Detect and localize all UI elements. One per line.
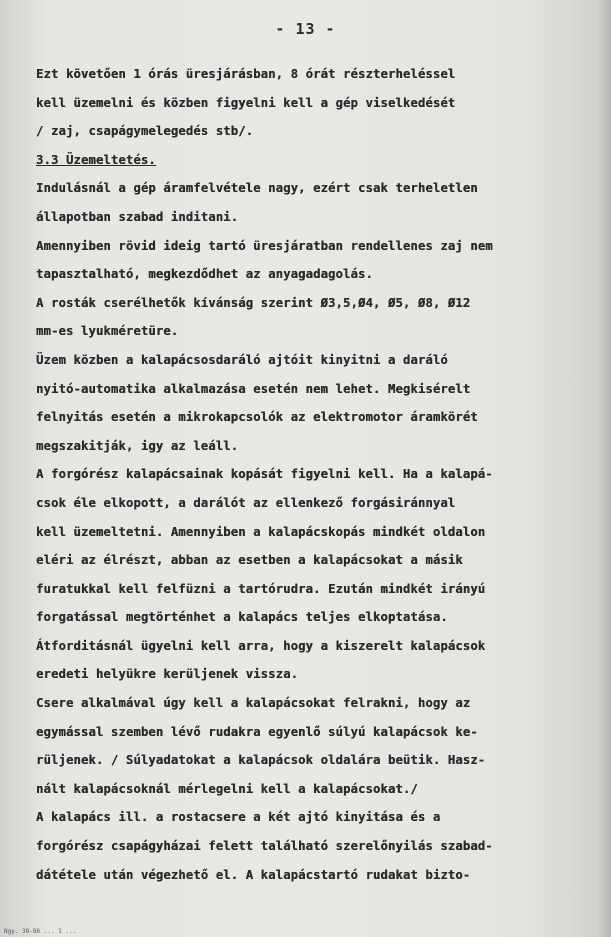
text-line: furatukkal kell felfüzni a tartórudra. Ezután mindkét irányú — [36, 581, 486, 596]
text-line: Átforditásnál ügyelni kell arra, hogy a kiszerelt kalapácsok — [36, 638, 486, 653]
footer-stamp: Ngy. 38-86 ... 1 ... — [4, 928, 77, 935]
text-line: rüljenek. / Súlyadatokat a kalapácsok oldalára beütik. Hasz- — [36, 753, 486, 768]
text-line: nyitó-automatika alkalmazása esetén nem lehet. Megkisérelt — [36, 381, 471, 396]
text-line: kell üzemelni és közben figyelni kell a gép viselkedését — [36, 95, 456, 110]
text-line: Amennyiben rövid ideig tartó üresjáratban rendellenes zaj nem — [36, 238, 493, 253]
text-line: / zaj, csapágymelegedés stb/. — [36, 124, 254, 139]
text-line: Indulásnál a gép áramfelvétele nagy, ezért csak terheletlen — [36, 181, 478, 196]
text-line: forgatással megtörténhet a kalapács teljes elkoptatása. — [36, 610, 448, 625]
text-line: eléri az élrészt, abban az esetben a kalapácsokat a másik — [36, 553, 463, 568]
text-line: eredeti helyükre kerüljenek vissza. — [36, 667, 299, 682]
text-line: A rosták cserélhetők kívánság szerint Ø3,5,Ø4, Ø5, Ø8, Ø12 — [36, 295, 471, 310]
page-edge-shadow — [597, 0, 611, 937]
text-line: nált kalapácsoknál mérlegelni kell a kalapácsokat./ — [36, 781, 418, 796]
text-line: állapotban szabad inditani. — [36, 209, 239, 224]
text-line: Csere alkalmával úgy kell a kalapácsokat felrakni, hogy az — [36, 696, 471, 711]
text-line: tapasztalható, megkezdődhet az anyagadagolás. — [36, 267, 373, 282]
text-line: csok éle elkopott, a darálót az ellenkező forgásiránnyal — [36, 495, 456, 510]
text-line: kell üzemeltetni. Amennyiben a kalapácskopás mindkét oldalon — [36, 524, 486, 539]
text-line: Ezt követően 1 órás üresjárásban, 8 órát részterheléssel — [36, 67, 456, 81]
text-line: megszakitják, igy az leáll. — [36, 438, 239, 453]
text-line: egymással szemben lévő rudakra egyenlő súlyú kalapácsok ke- — [36, 724, 478, 739]
body-text — [36, 60, 596, 889]
text-line: A forgórész kalapácsainak kopását figyelni kell. Ha a kalapá- — [36, 467, 493, 482]
text-line: forgórész csapágyházai felett található szerelőnyilás szabad- — [36, 839, 493, 854]
page-number: - 13 - — [275, 20, 336, 38]
text-line: A kalapács ill. a rostacsere a két ajtó kinyitása és a — [36, 810, 441, 825]
text-line: dátétele után végezhető el. A kalapácstartó rudakat bizto- — [36, 867, 471, 882]
text-line: felnyitás esetén a mikrokapcsolók az elektromotor áramkörét — [36, 410, 478, 425]
text-line: mm-es lyukméretüre. — [36, 324, 179, 339]
section-heading: 3.3 Üzemeltetés. — [36, 152, 156, 167]
text-line: Üzem közben a kalapácsosdaráló ajtóit kinyitni a daráló — [36, 352, 448, 367]
